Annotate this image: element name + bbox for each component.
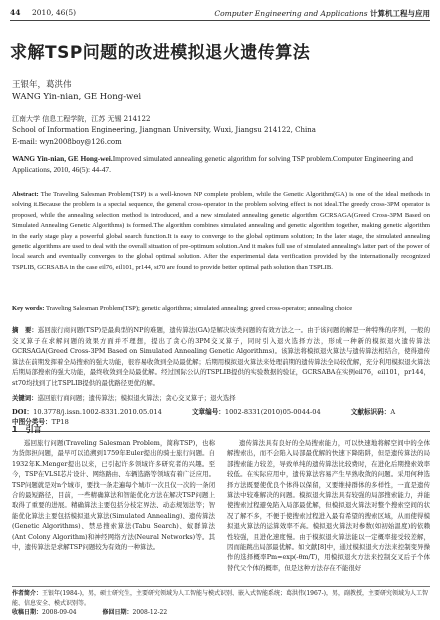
affiliation-en: School of Information Engineering, Jiangnan University, Wuxi, Jiangsu 214122, China <box>12 126 316 134</box>
doi: DOI：10.3778/j.issn.1002-8331.2010.05.014 <box>12 408 162 416</box>
document-code: 文献标识码：A <box>350 408 396 416</box>
running-header <box>10 6 430 21</box>
section-heading-intro: 1 引言 <box>12 425 42 434</box>
footnote <box>12 586 430 618</box>
keywords-cn-text: 巡回旅行商问题；遗传算法；模拟退火算法；贪心交叉算子；退火选择 <box>37 394 236 402</box>
keywords-cn <box>12 393 430 402</box>
issue-info: 2010, 46(5) <box>32 8 77 17</box>
citation-authors: WANG Yin-nian, GE Hong-wei. <box>12 154 113 163</box>
article-number: 文章编号：1002-8331(2010)05-0044-04 <box>191 408 321 416</box>
paper-title: 求解TSP问题的改进模拟退火遗传算法 <box>10 43 311 63</box>
abstract-en-text: The Traveling Salesman Problem(TSP) is a well-known NP complete problem, while the Genetic Algorithm(GA) is one of the ideal methods in solving it.Because the problem is a special sequence, the general cross-operator in the problem solving effect is not ideal.The greedy cross-3PM operator is proposed, while the annealing selection method is introduced, and a new simulated annealing genetic algorithm GCRSAGA(Greed Cross-3PM Based on Simulated Annealing Genetic Algorithms) is formed.The algorithm combines simulated annealing and genetic algorithm together, making genetic algorithm in the early stage play a powerful global search function.It is easy to converge to the global optimum solution; In the later stage, the simulated annealing genetic algorithms are used to deal with the overall situation of pre-optimum solution.And it makes full use of simulated annealing's latter part of the power of local search and eventually converges to the global optimal solution. After the experimental data verification provided by the internationally recognized TSPLIB, GCRSABA in the case eil76, eil101, pr144, st70 are found to provide better optimal path solution than TSPLIB. <box>12 191 430 271</box>
keywords-en <box>12 304 430 314</box>
clc-number: 中图分类号：TP18 <box>12 418 69 426</box>
abstract-en <box>12 190 430 273</box>
journal-name: Computer Engineering and Applications 计算机工程与应用 <box>214 9 430 18</box>
article-meta <box>12 406 430 432</box>
abstract-cn-label: 摘 要： <box>12 326 38 334</box>
body-column-right: 遗传算法具有良好的全局搜索能力，可以快速地将解空间中的全体解搜索出，而不会陷入局部最优解的快速下降陷阱，但是遗传算法的局部搜索能力较差，导致单纯的遗传算法比较费时，在进化后期搜索效率较低。在实际应用中，遗传算法容易产生早熟收敛的问题。采用何种选择方法既要使优良个体得以保留，又要维持群体的多样性，一直是遗传算法中较难解决的问题。模拟退火算法具有较强的局部搜索能力，并能使搜索过程避免陷入局部最优解，但模拟退火算法对整个搜索空间的状况了解不多，不便于使搜索过程进入最有希望的搜索区域，从而使得模拟退火算法的运算效率不高。模拟退火算法对参数(如初始温度)的依赖性较强，且进化速度慢。由于模拟退火算法能以一定概率接受较差解，因而能跳出局部最优解。如文献[8]中，通过模拟退火方法来控制变异操作的选择概率Pm=exp(-θm/T)，用模拟退火方法来控制交叉后子个体替代父个体的概率，但是这种方法存在不能很好 <box>227 439 430 572</box>
author-email: E-mail: wyn2008boy@126.com <box>12 138 122 146</box>
authors-en: WANG Yin-nian, GE Hong-wei <box>12 92 142 102</box>
authors-cn: 王银年，葛洪伟 <box>12 80 72 90</box>
affiliation-cn: 江南大学 信息工程学院，江苏 无锡 214122 <box>12 115 151 123</box>
abstract-cn <box>12 325 430 389</box>
keywords-cn-label: 关键词： <box>12 394 38 402</box>
citation <box>12 153 430 175</box>
body-column-left: 巡回旅行问题(Traveling Salesman Problem，简称TSP)，也称为货郎担问题，最早可以追溯到1759年Euler提出的骑士旅行问题。自1932年K.Menger提出以来，已引起许多领域许多研究者的兴趣。至今，TSP在VLSI芯片设计、网络路由、车辆选路等领域有着广泛应用。TSP问题就是对n个城市，要找一条走遍每个城市一次且仅一次的一条闭合的最短路径，目前，一些精确算法和智能优化方法在解决TSP问题上取得了重要的进展。精确算法主要包括分枝定界法、动态规划法等；智能优化算法主要包括模拟退火算法(Simulated Annealing)、遗传算法(Genetic Algorithms)、禁忌搜索算法(Tabu Search)、蚁群算法(Ant Colony Algorithm)和神经网络方法(Neural Networks)等。其中，遗传算法是求解TSP问题较为有效的一种算法。 <box>12 439 215 552</box>
abstract-cn-text: 巡回旅行商问题(TSP)是最典型的NP的难题，遗传算法(GA)是解决该类问题的有效方法之一。由于该问题的解是一种特殊的序列，一般的交叉算子在求解问题的效果方面并不理想，提出了贪心的3PM交叉算子，同时引入退火选择方法，形成一种新的模拟退火遗传算法GCRSAGA(Greed Cross-3PM Based on Simulated Annealing Genetic Algorithms)。该算法将模拟退火算法与遗传算法相结合，使得遗传算法在前期发挥着全局搜索的强大功能，很容易收敛到全局最优解；后期用模拟退火算法来处理前期的遗传算法全局较优解，充分利用模拟退火算法后期局部搜索的强大功能，最终收敛到全局最优解。经过国际公认的TSPLIB提供的实验数据的验证，GCRSABA在实例eil76，eil101，pr144，st70均找到了比TSPLIB提供的最优路径更优的解。 <box>12 326 430 387</box>
page-number: 44 <box>10 8 21 17</box>
keywords-en-text: Traveling Salesman Problem(TSP); genetic algorithms; simulated annealing; greed cross-operator; annealing choice <box>45 305 353 312</box>
author-bio: 作者简介：王银年(1984-)，男，硕士研究生，主要研究领域为人工智能与模式识别、嵌入式智能系统；葛洪伟(1967-)，男，副教授，主要研究领域为人工智能、信息安全、模式识别等。 <box>12 590 428 607</box>
dates: 收稿日期：2008-09-04 修回日期：2008-12-22 <box>12 609 168 617</box>
abstract-en-label: Abstract: <box>12 191 39 198</box>
keywords-en-label: Key words: <box>12 305 45 312</box>
citation-text: Improved simulated annealing genetic algorithm for solving TSP problem.Computer Engineering and Applications, 2010, 46(5): 44-47. <box>12 154 413 174</box>
